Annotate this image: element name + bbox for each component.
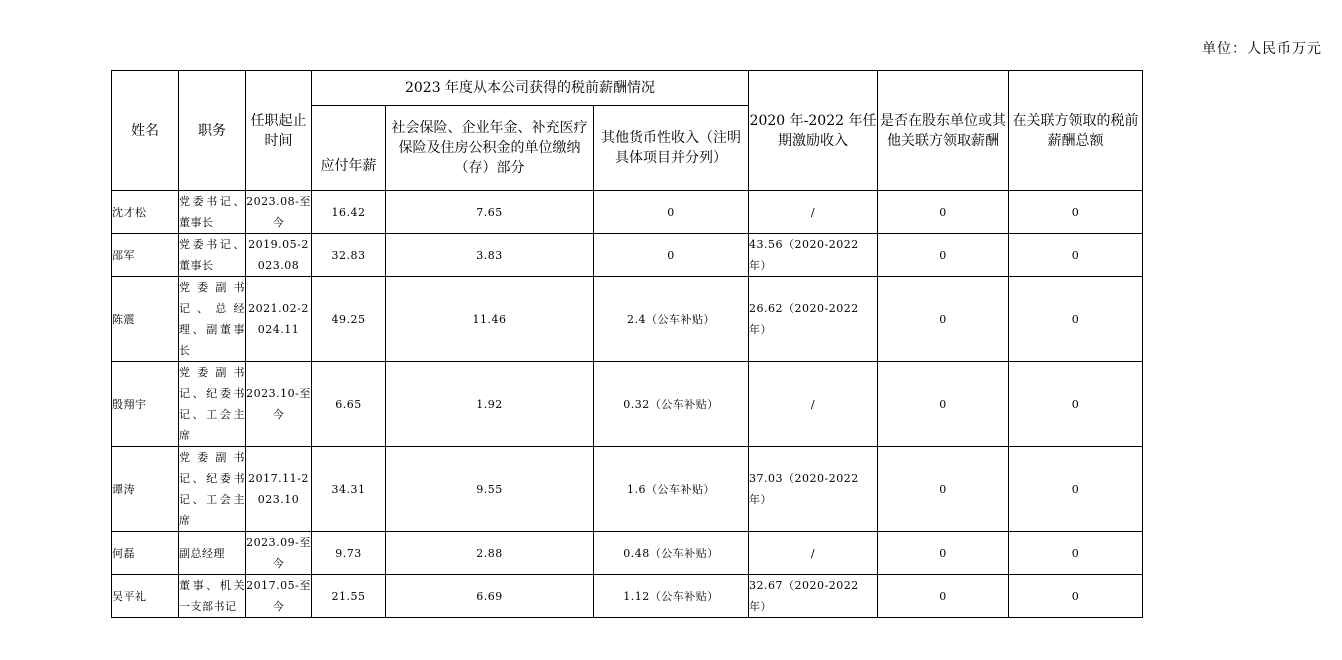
cell-other-income: 0	[594, 191, 749, 234]
cell-insurance: 3.83	[386, 234, 594, 277]
cell-related-total: 0	[1009, 234, 1143, 277]
table-row	[112, 447, 1143, 532]
header-name: 姓名	[112, 71, 179, 191]
cell-position: 董事、机关一支部书记	[179, 575, 246, 618]
cell-tenure: 2023.10-至今	[246, 362, 312, 447]
cell-tenure: 2023.08-至今	[246, 191, 312, 234]
cell-related-total: 0	[1009, 362, 1143, 447]
header-salary: 应付年薪	[312, 106, 386, 191]
cell-incentive: /	[749, 362, 878, 447]
cell-related-total: 0	[1009, 447, 1143, 532]
cell-tenure: 2017.11-2023.10	[246, 447, 312, 532]
cell-insurance: 2.88	[386, 532, 594, 575]
cell-position: 党委副书记、纪委书记、工会主席	[179, 362, 246, 447]
cell-position: 副总经理	[179, 532, 246, 575]
header-tenure: 任职起止时间	[246, 71, 312, 191]
cell-position: 党委副书记、总经理、副董事长	[179, 277, 246, 362]
cell-shareholder: 0	[878, 575, 1009, 618]
cell-salary: 21.55	[312, 575, 386, 618]
table-row	[112, 191, 1143, 234]
table-header	[112, 71, 1143, 191]
cell-other-income: 0	[594, 234, 749, 277]
cell-incentive: 37.03（2020-2022 年）	[749, 447, 878, 532]
cell-incentive: 43.56（2020-2022 年）	[749, 234, 878, 277]
cell-salary: 16.42	[312, 191, 386, 234]
cell-incentive: 26.62（2020-2022 年）	[749, 277, 878, 362]
table-row	[112, 362, 1143, 447]
cell-position: 党委副书记、纪委书记、工会主席	[179, 447, 246, 532]
cell-insurance: 1.92	[386, 362, 594, 447]
cell-shareholder: 0	[878, 234, 1009, 277]
compensation-table	[111, 70, 1143, 618]
cell-name: 殷翔宇	[112, 362, 179, 447]
cell-salary: 6.65	[312, 362, 386, 447]
cell-shareholder: 0	[878, 532, 1009, 575]
cell-insurance: 11.46	[386, 277, 594, 362]
unit-label: 单位：人民币万元	[1202, 41, 1322, 57]
cell-position: 党委书记、董事长	[179, 191, 246, 234]
cell-name: 吴平礼	[112, 575, 179, 618]
cell-name: 邵军	[112, 234, 179, 277]
header-other-income: 其他货币性收入（注明具体项目并分列）	[594, 106, 749, 191]
cell-tenure: 2021.02-2024.11	[246, 277, 312, 362]
cell-shareholder: 0	[878, 447, 1009, 532]
cell-other-income: 1.12（公车补贴）	[594, 575, 749, 618]
header-social-insurance: 社会保险、企业年金、补充医疗保险及住房公积金的单位缴纳（存）部分	[386, 106, 594, 191]
cell-name: 何磊	[112, 532, 179, 575]
cell-other-income: 2.4（公车补贴）	[594, 277, 749, 362]
table-row	[112, 277, 1143, 362]
cell-other-income: 0.32（公车补贴）	[594, 362, 749, 447]
cell-name: 谭涛	[112, 447, 179, 532]
cell-tenure: 2019.05-2023.08	[246, 234, 312, 277]
header-group-2023: 2023 年度从本公司获得的税前薪酬情况	[312, 71, 749, 106]
cell-shareholder: 0	[878, 277, 1009, 362]
header-shareholder-question: 是否在股东单位或其他关联方领取薪酬	[878, 71, 1009, 191]
cell-related-total: 0	[1009, 277, 1143, 362]
cell-other-income: 0.48（公车补贴）	[594, 532, 749, 575]
cell-incentive: 32.67（2020-2022 年）	[749, 575, 878, 618]
cell-incentive: /	[749, 191, 878, 234]
cell-insurance: 9.55	[386, 447, 594, 532]
header-position: 职务	[179, 71, 246, 191]
cell-related-total: 0	[1009, 575, 1143, 618]
cell-incentive: /	[749, 532, 878, 575]
cell-name: 陈震	[112, 277, 179, 362]
header-incentive: 2020 年-2022 年任期激励收入	[749, 71, 878, 191]
table-body	[112, 191, 1143, 618]
cell-tenure: 2023.09-至今	[246, 532, 312, 575]
cell-name: 沈才松	[112, 191, 179, 234]
table-row	[112, 575, 1143, 618]
cell-salary: 32.83	[312, 234, 386, 277]
cell-position: 党委书记、董事长	[179, 234, 246, 277]
cell-tenure: 2017.05-至今	[246, 575, 312, 618]
cell-insurance: 6.69	[386, 575, 594, 618]
table-row	[112, 234, 1143, 277]
cell-shareholder: 0	[878, 362, 1009, 447]
header-related-total: 在关联方领取的税前薪酬总额	[1009, 71, 1143, 191]
cell-salary: 34.31	[312, 447, 386, 532]
cell-salary: 49.25	[312, 277, 386, 362]
cell-related-total: 0	[1009, 191, 1143, 234]
cell-shareholder: 0	[878, 191, 1009, 234]
table-row	[112, 532, 1143, 575]
cell-other-income: 1.6（公车补贴）	[594, 447, 749, 532]
cell-related-total: 0	[1009, 532, 1143, 575]
cell-salary: 9.73	[312, 532, 386, 575]
cell-insurance: 7.65	[386, 191, 594, 234]
